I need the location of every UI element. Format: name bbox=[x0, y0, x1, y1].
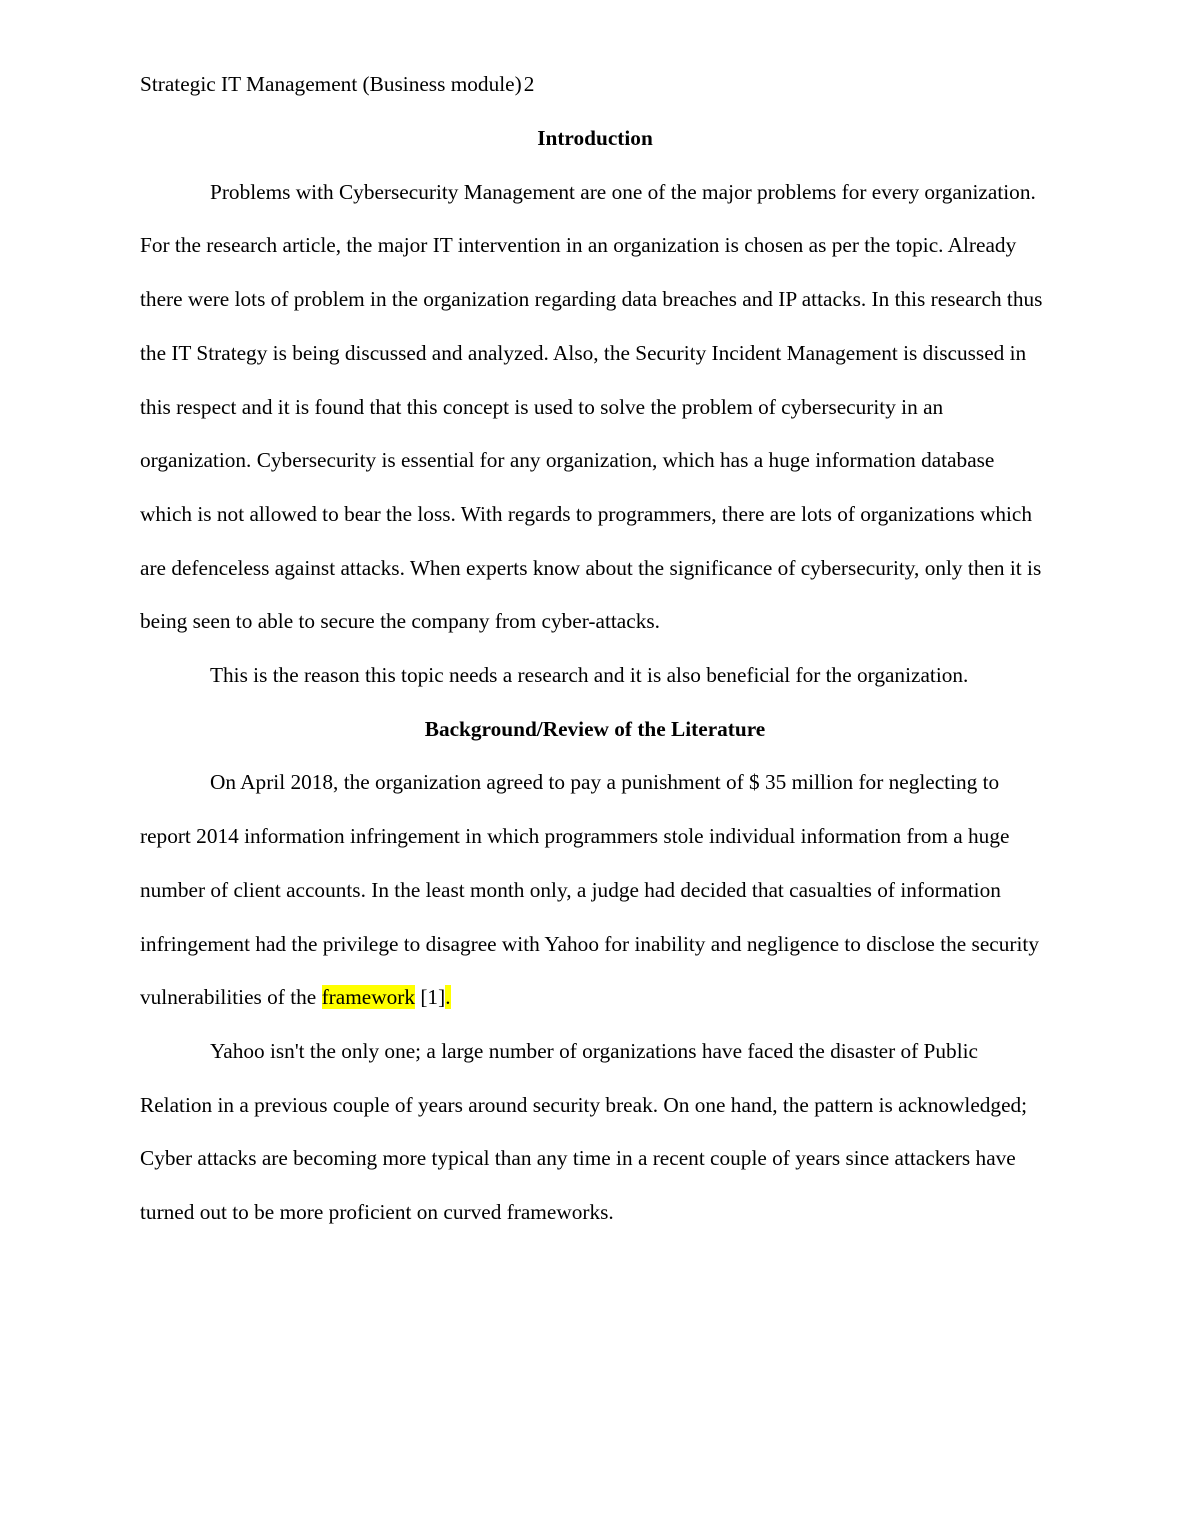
running-head-title: Strategic IT Management (Business module) bbox=[140, 72, 522, 96]
background-heading: Background/Review of the Literature bbox=[424, 716, 766, 741]
background-paragraph-1-text: On April 2018, the organization agreed to pay a punishment of $ 35 million for neglecting to report 2014 information infringement in which programmers stole individual information from a huge number of client accounts. In the least month only, a judge had decided that casualties of information infringement had the privilege to disagree with Yahoo for inability and negligence to disclose the security vulnerabilities of the bbox=[140, 770, 1039, 1010]
citation: [1] bbox=[415, 985, 446, 1010]
background-paragraph-1 bbox=[140, 756, 1050, 1025]
introduction-paragraph-2: This is the reason this topic needs a research and it is also beneficial for the organization. bbox=[210, 663, 969, 688]
page-number: 2 bbox=[523, 72, 535, 96]
background-paragraph-2: Yahoo isn't the only one; a large number of organizations have faced the disaster of Public Relation in a previous couple of years around security break. On one hand, the pattern is acknowledged; Cyber attacks are becoming more typical than any time in a recent couple of years since attackers have turned out to be more proficient on curved frameworks. bbox=[140, 1038, 1028, 1225]
introduction-paragraph-1: Problems with Cybersecurity Management are one of the major problems for every organization. For the research article, the major IT intervention in an organization is chosen as per the topic. Already there were lots of problem in the organization regarding data breaches and IP attacks. In this research thus the IT Strategy is being discussed and analyzed. Also, the Security Incident Management is discussed in this respect and it is found that this concept is used to solve the problem of cybersecurity in an organization. Cybersecurity is essential for any organization, which has a huge information database which is not allowed to bear the loss. With regards to programmers, there are lots of organizations which are defenceless against attacks. When experts know about the significance of cybersecurity, only then it is being seen to able to secure the company from cyber-attacks. bbox=[140, 179, 1043, 634]
highlighted-period: . bbox=[445, 985, 451, 1010]
highlighted-word: framework bbox=[321, 985, 416, 1010]
document-page bbox=[140, 64, 1050, 1240]
running-head bbox=[140, 64, 1050, 104]
introduction-heading: Introduction bbox=[537, 126, 653, 150]
